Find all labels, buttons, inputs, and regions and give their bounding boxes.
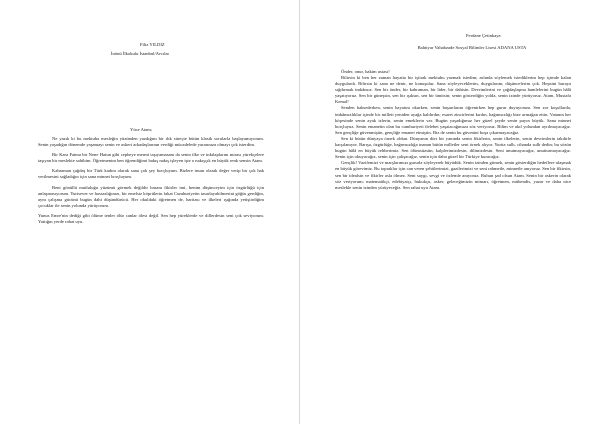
right-paragraph: Gençlik! Vazifemizi ve marşlarımızı gururla söyleyerek büyüdük. Senin izinden gitmek, senin gösterdiğin hedeflere ulaşmak en büyük görevimiz. Bu topraklar için can veren şehitlerimizi, gazilerimizi ve seni rahmetle, minnetle anıyoruz. Sen bir fikirsin, sen bir idealsin ve fikirler asla ölmez. Seni saygı, sevgi ve özlemle anıyoruz. Ruhun şad olsun Atam. Senin bir askerin olarak söz veriyorum; matematikçi, edebiyatçı, hukukçu, asker, geleceğimizin mimarı, öğretmen, mühendis, yazar ve daha nice meslekle senin izinden yürüyeceğiz. Sen rahat uyu Atam. bbox=[335, 160, 571, 190]
left-paragraph: Kahraman çağdaş bir Türk kadını olarak sana çok şey borçluyum. Bizlere insan olarak değer verip bir çok hak verilmesini sağladığın için sana minnet borçluyum. bbox=[38, 168, 264, 180]
left-paragraph: Yunus Emre'nin dediği gibi ölüme tenler ölür canlar ölesi değil. Sen hep yüreklerde ve dillerdesin seni çok seviyorum. Yattığın yerde rahat uyu. bbox=[38, 212, 264, 225]
right-paragraph: Bilirsin ki ben her zaman hayatta bir iştirak mektubu yazmak istedim; aslında söylemek istediklerim hep içimde kalan duygulardı. Bilirsin ki sana ne denir, ne konuşulur. Sana söyleyeceklerim, duygularım, düşüncelerim çok. Hepsini buraya sığdırmak imkânsız. Sen bir önder, bir kahraman, bir lider, bir dahisin. Devrimlerini ve çağdaşlaşma hamlelerini bugün hâlâ yaşatıyoruz. Sen bir güneşsin, sen bir ışıksın, sen bir ümitsin; senin gösterdiğin yolda, senin izinde yürüyoruz. Atam, Mustafa Kemal! bbox=[335, 75, 571, 105]
left-paragraph: Ne yazık ki bu mektuba mesleğin yüzünden yazdığım bir ılık süreçte bütün klasik sorularla başlayamıyorum. Senin yaşadığın dönemde yaşamayı senin ve askeri arkadaşlarının verdiği mücadelede yararınıza olmayı çok isterdim. bbox=[38, 136, 264, 148]
left-affiliation: İnönü İlkokulu İstanbul/Avcılar bbox=[111, 51, 170, 56]
left-paragraph: Beni gönüllü mutluluğu yüzümü görmek değildir basanı fikirler imi, benim düşünceyim için özgürlüğü için anlaşmasıyorum. Yurtsever ve hassaslığınızı, bir emelsiz köprülerin fakat Cumhuriyetin tasarlayabilmesini göğüs gerdiğin, aynı çalışma gücünü bugün dahi düşündürücü. Her okuldaki öğretmen de, haritası ve ilkeleri ışığında yetiştirdiğim çocuklar ile senin yolunda yürüyorum. bbox=[38, 184, 264, 208]
right-letter-body bbox=[335, 75, 571, 395]
right-paragraph: Sen ki bütün dünyaya örnek oldun. Dünyanın dört bir yanında senin fikirlerin, senin ilkelerin, senin devrimlerin takdirle karşılanıyor. Barışa, özgürlüğe, bağımsızlığa inanan bütün milletler seni örnek alıyor. Yurtta sulh, cihanda sulh dedin; bu sözün bugün hâlâ en büyük rehberimiz. Sen ölümsüzsün, kalplerimizdesin, dilimizdesin. Seni unutmayacağız, unutturmayacağız. Senin için okuyacağız, senin için çalışacağız, senin için daha güzel bir Türkiye kuracağız. bbox=[335, 135, 571, 160]
right-salutation: Önder, onur, hakim ustası! bbox=[341, 69, 390, 74]
left-letter-body bbox=[38, 136, 264, 225]
right-author: Ferdane Çetinkaya bbox=[466, 33, 501, 38]
left-paragraph: Bir Kara Fatma bir Nene Hatun gibi cepheye mermi taşıyamasam da senin ilke ve inkılaplarını mirası yürekçelere taşıyan bir meslekte sahibim. Öğretmenim ben öğrendiğimi bakış nakış işleyen işte o nakışçık en büyük renk sensin Atam. bbox=[38, 152, 264, 164]
right-affiliation: Bahtiyar Vahabzade Sosyal Bilimler Lisesi ADANA USTA bbox=[417, 45, 527, 50]
left-author: Filiz YILDIZ bbox=[140, 42, 165, 47]
left-salutation: Yüce Atam; bbox=[130, 127, 153, 132]
right-paragraph: Senden bahsederken, senin hayatını okurken, senin başarılarını öğrenirken hep gurur duyuyorum. Sen zor koşullarda, imkânsızlıklar içinde bir milleti yeniden ayağa kaldırdın; esaret zincirlerini kırdın, bağımsızlığı bize armağan ettin. Vatanın her köşesinde senin ayak izlerin, senin emeklerin var. Bugün yaşadığımız her güzel şeyde senin payın büyük. Sana minnet borçluyuz. Senin emanetin olan bu cumhuriyeti ilelebet yaşatacağımıza söz veriyoruz. Bilim ve akıl yolundan ayrılmayacağız. Sen gençliğe güvenmiştin, gençliğe emanet etmiştin. Biz de senin bu güvenini boşa çıkarmayacağız. bbox=[335, 105, 571, 135]
right-page bbox=[301, 0, 600, 424]
